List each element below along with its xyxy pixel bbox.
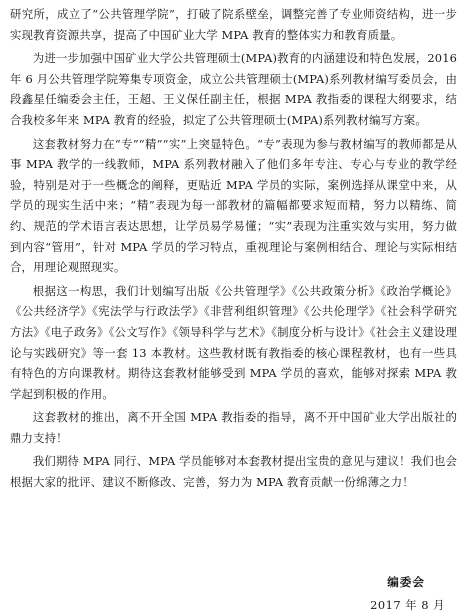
signature: 编委会 <box>387 575 425 589</box>
date: 2017 年 8 月 <box>370 598 445 612</box>
paragraph-6: 我们期待 MPA 同行、MPA 学员能够对本套教材提出宝贵的意见与建议！我们也会根据大家的批评、建议不断修改、完善，努力为 MPA 教育贡献一份绵薄之力！ <box>10 454 457 490</box>
paragraph-3: 这套教材努力在“专”“精”“实”上突显特色。“专”表现为参与教材编写的教师都是从事 MPA 教学的一线教师，MPA 系列教材融入了他们多年专注、专心与专业的教学经验，特别是对于一些概念的阐释，更贴近 MPA 学员的实际，案例选择从课堂中来，从学员的现实生活中来；“精”表现为每一部教材的篇幅都要求短而精，努力以精练、简约、规范的学术语言表达思想，让学员易学易懂；“实”表现为注重实效与实用，努力做到内容“管用”，针对 MPA 学员的学习特点，重视理论与案例相结合、理论与实际相结合，用理论观照现实。 <box>10 136 457 275</box>
paragraph-5: 这套教材的推出，离不开全国 MPA 教指委的指导，离不开中国矿业大学出版社的鼎力支持！ <box>10 410 457 445</box>
paragraph-2: 为进一步加强中国矿业大学公共管理硕士(MPA)教育的内涵建设和特色发展，2016 年 6 月公共管理学院筹集专项资金，成立公共管理硕士(MPA)系列教材编写委员会，由段鑫星任编委会主任，王超、王义保任副主任，根据 MPA 教指委的课程大纲要求，结合我校多年来 MPA 教育的经验，拟定了公共管理硕士(MPA)系列教材编写方案。 <box>10 51 457 127</box>
paragraph-1: 研究所，成立了“公共管理学院”，打破了院系壁垒，调整完善了专业师资结构，进一步实现教育资源共享，提高了中国矿业大学 MPA 教育的整体实力和教育质量。 <box>10 7 457 42</box>
document-body <box>10 4 457 493</box>
paragraph-4: 根据这一构思，我们计划编写出版《公共管理学》《公共政策分析》《政治学概论》《公共经济学》《宪法学与行政法学》《非营利组织管理》《公共伦理学》《社会科学研究方法》《电子政务》《公文写作》《领导科学与艺术》《制度分析与设计》《社会主义建设理论与实践研究》等一套 13 本教材。这些教材既有教指委的核心课程教材，也有一些具有特色的方向课教材。期待这套教材能够受到 MPA 学员的喜欢，能够对探索 MPA 教学起到积极的作用。 <box>10 283 457 401</box>
